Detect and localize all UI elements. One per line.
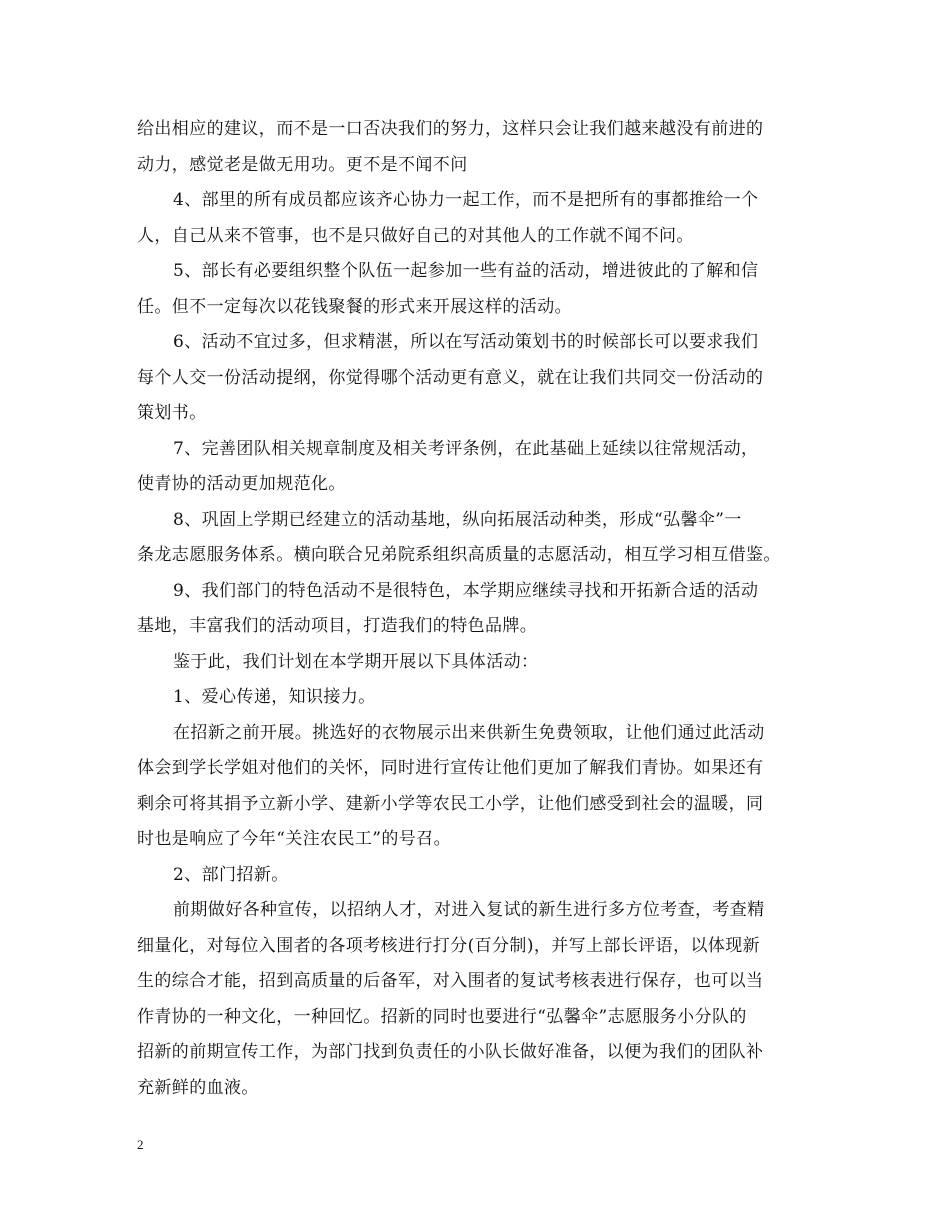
- text-line: 9、我们部门的特色活动不是很特色，本学期应继续寻找和开拓新合适的活动: [173, 580, 759, 601]
- text-line: 鉴于此，我们计划在本学期开展以下具体活动：: [173, 651, 539, 672]
- text-line: 充新鲜的血液。: [137, 1077, 259, 1098]
- text-line: 5、部长有必要组织整个队伍一起参加一些有益的活动，增进彼此的了解和信: [173, 261, 759, 281]
- text-line: 作青协的一种文化，一种回忆。招新的同时也要进行“弘馨伞”志愿服务小分队的: [137, 1006, 747, 1027]
- text-line: 在招新之前开展。挑选好的衣物展示出来供新生免费领取，让他们通过此活动: [173, 722, 765, 743]
- document-body: [137, 112, 817, 1106]
- text-line: 细量化，对每位入围者的各项考核进行打分(百分制)，并写上部长评语，以体现新: [137, 935, 761, 956]
- text-line: 每个人交一份活动提纲，你觉得哪个活动更有意义，就在让我们共同交一份活动的: [137, 367, 764, 388]
- text-line: 前期做好各种宣传，以招纳人才，对进入复试的新生进行多方位考查，考查精: [173, 900, 765, 920]
- text-line: 任。但不一定每次以花钱聚餐的形式来开展这样的活动。: [137, 296, 572, 317]
- text-line: 生的综合才能，招到高质量的后备军，对入围者的复试考核表进行保存，也可以当: [137, 971, 764, 991]
- text-line: 招新的前期宣传工作，为部门找到负责任的小队长做好准备，以便为我们的团队补: [137, 1042, 764, 1062]
- text-line: 给出相应的建议，而不是一口否决我们的努力，这样只会让我们越来越没有前进的: [137, 119, 764, 139]
- text-line: 4、部里的所有成员都应该齐心协力一起工作，而不是把所有的事都推给一个: [173, 190, 759, 210]
- text-line: 人，自己从来不管事，也不是只做好自己的对其他人的工作就不闻不问。: [137, 225, 694, 246]
- text-line: 体会到学长学姐对他们的关怀，同时进行宣传让他们更加了解我们青协。如果还有: [137, 758, 764, 778]
- page-number: 2: [137, 1137, 144, 1152]
- text-line: 8、巩固上学期已经建立的活动基地，纵向拓展活动种类，形成“弘馨伞”一: [173, 509, 742, 530]
- text-line: 基地，丰富我们的活动项目，打造我们的特色品牌。: [137, 616, 538, 636]
- text-line: 条龙志愿服务体系。横向联合兄弟院系组织高质量的志愿活动，相互学习相互借鉴。: [137, 545, 781, 565]
- text-line: 1、爱心传递，知识接力。: [173, 687, 376, 707]
- text-line: 动力，感觉老是做无用功。更不是不闻不问: [137, 154, 468, 175]
- text-line: 6、活动不宜过多，但求精湛，所以在写活动策划书的时候部长可以要求我们: [173, 332, 759, 352]
- text-line: 剩余可将其捐予立新小学、建新小学等农民工小学，让他们感受到社会的温暖，同: [137, 793, 764, 814]
- text-line: 策划书。: [137, 403, 207, 423]
- text-line: 使青协的活动更加规范化。: [137, 474, 346, 494]
- text-line: 7、完善团队相关规章制度及相关考评条例，在此基础上延续以往常规活动，: [173, 438, 759, 459]
- text-line: 2、部门招新。: [173, 864, 289, 885]
- text-line: 时也是响应了今年“关注农民工”的号召。: [137, 829, 451, 849]
